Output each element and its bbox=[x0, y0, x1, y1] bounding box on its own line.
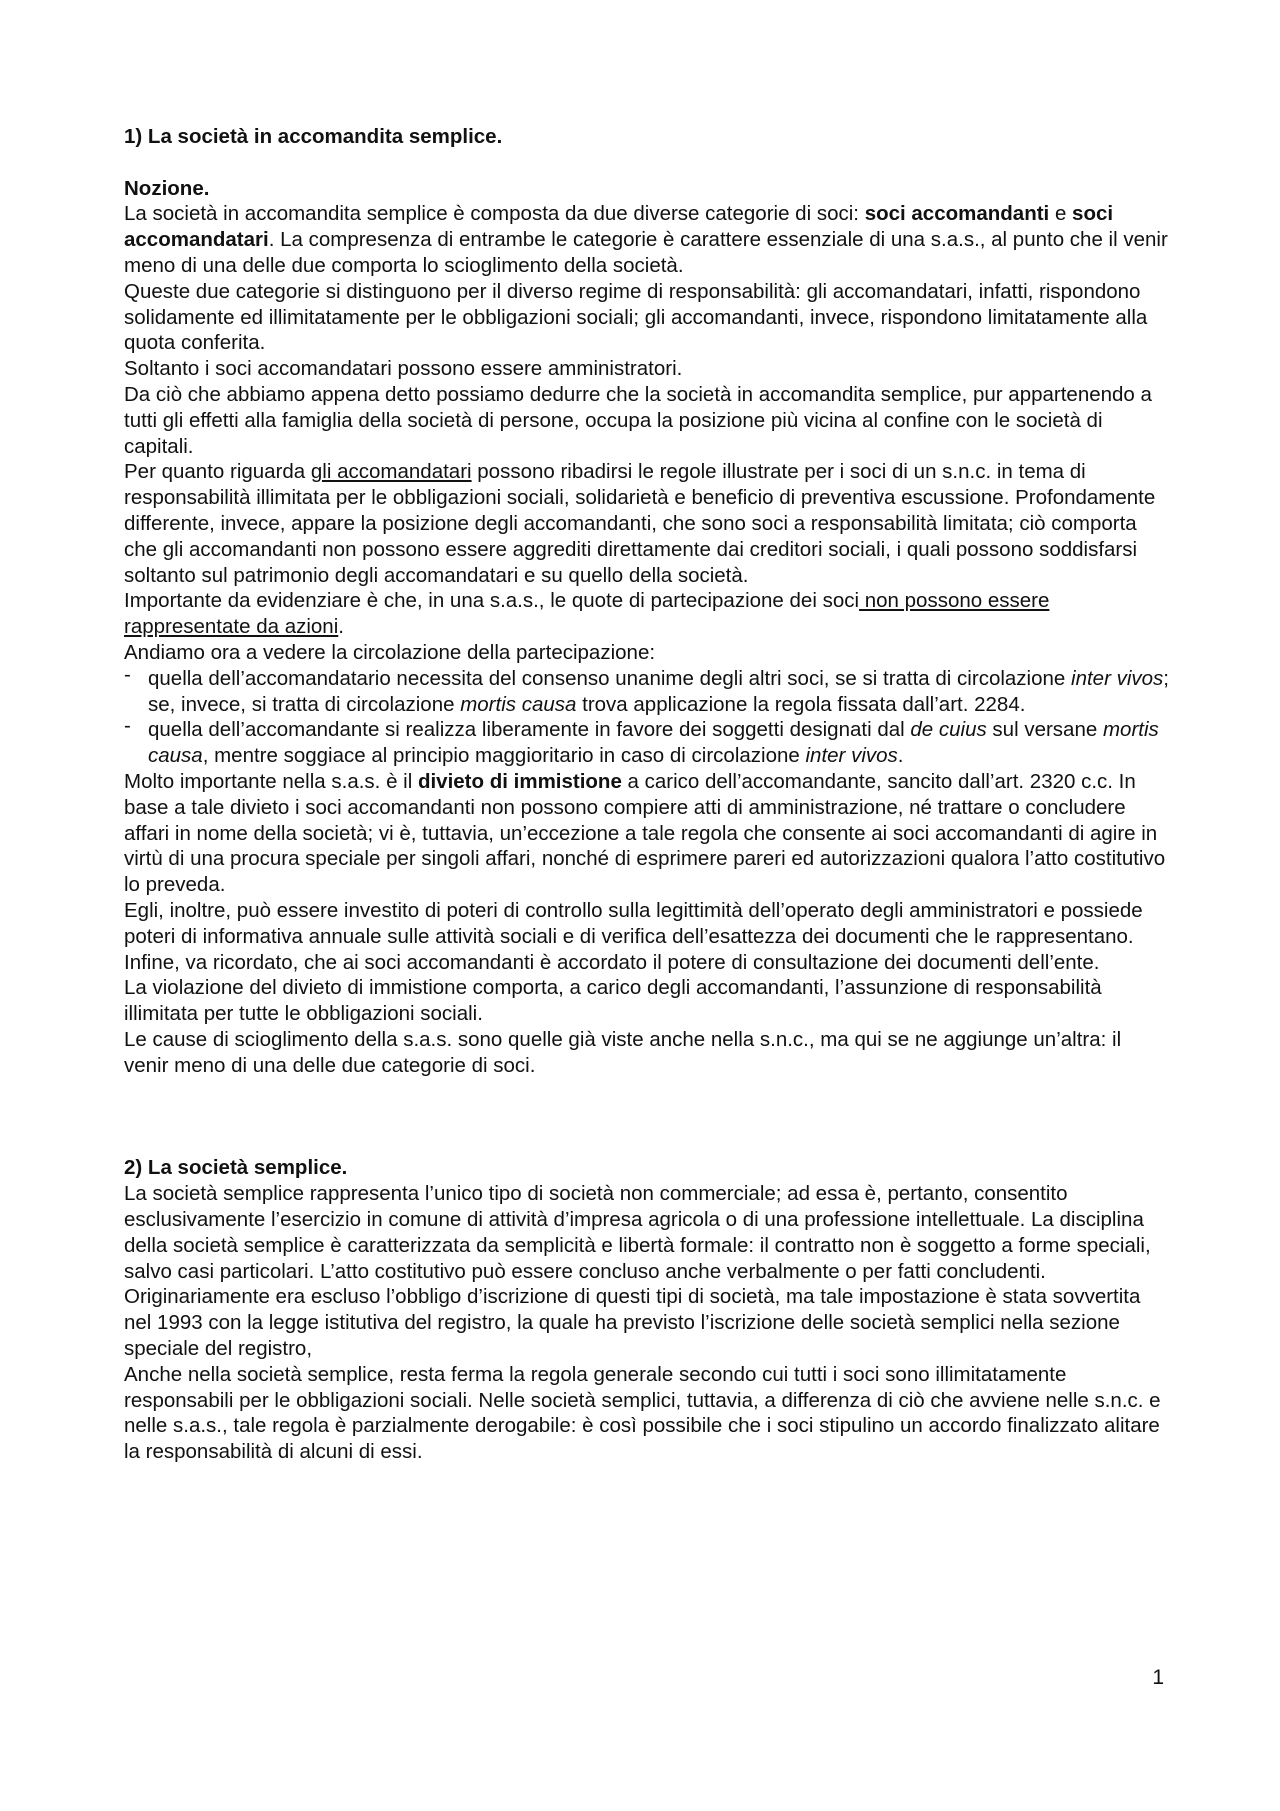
spacer bbox=[124, 1078, 1170, 1155]
paragraph-14: Anche nella società semplice, resta ferma la regola generale secondo cui tutti i soci sono illimitatamente responsabili per le obbligazioni sociali. Nelle società semplici, tuttavia, a differenza di ciò che avviene nelle s.n.c. e nelle s.a.s., tale regola è parzialmente derogabile: è così possibile che i soci stipulino un accordo finalizzato alitare la responsabilità di alcuni di essi. bbox=[124, 1362, 1161, 1464]
underlined-phrase-azioni: non possono essere rappresentate da azioni bbox=[124, 589, 1050, 639]
paragraph-3: Soltanto i soci accomandatari possono essere amministratori. bbox=[124, 357, 683, 381]
paragraph-8 bbox=[124, 769, 1170, 898]
section-1-subtitle: Nozione. bbox=[124, 176, 210, 200]
italic-term: inter vivos bbox=[805, 744, 898, 768]
dash-bullet: - bbox=[124, 714, 131, 738]
paragraph-12: La società semplice rappresenta l’unico tipo di società non commerciale; ad essa è, pertanto, consentito esclusivamente l’esercizio in comune di attività d’impresa agricola o di una professione intellettuale. La disciplina della società semplice è caratterizzata da semplicità e libertà formale: il contratto non è soggetto a forme speciali, salvo casi particolari. L’atto costitutivo può essere concluso anche verbalmente o per fatti concludenti. bbox=[124, 1182, 1151, 1283]
paragraph-6 bbox=[124, 588, 1170, 640]
paragraph-7: Andiamo ora a vedere la circolazione della partecipazione: bbox=[124, 640, 656, 664]
circolazione-list bbox=[124, 662, 1170, 769]
italic-term: de cuius bbox=[910, 718, 987, 742]
section-2-title: 2) La società semplice. bbox=[124, 1156, 348, 1180]
document-body bbox=[124, 124, 1170, 1465]
text-run: ; se, invece, si tratta di circolazione bbox=[148, 666, 1169, 716]
text-run: Molto importante nella s.a.s. è il bbox=[124, 769, 418, 793]
text-run: possono ribadirsi le regole illustrate per i soci di un s.n.c. in tema di responsabilità illimitata per le obbligazioni sociali, solidarietà e beneficio di preventiva escussione. Profondamente differente, invece, appare la posizione degli accomandanti, che sono soci a responsabilità limitata; ciò comporta che gli accomandanti non possono essere aggrediti direttamente dai creditori sociali, i quali possono soddisfarsi soltanto sul patrimonio degli accomandatari e su quello della società. bbox=[124, 460, 1156, 587]
list-item bbox=[124, 662, 1170, 718]
spacer bbox=[124, 150, 1170, 176]
text-run: Importante da evidenziare è che, in una s.a.s., le quote di partecipazione dei soci bbox=[124, 589, 860, 613]
dash-bullet: - bbox=[124, 662, 131, 686]
text-run: e bbox=[1049, 202, 1073, 226]
paragraph-4: Da ciò che abbiamo appena detto possiamo dedurre che la società in accomandita semplice, pur appartenendo a tutti gli effetti alla famiglia della società di persone, occupa la posizione più vicina al confine con le società di capitali. bbox=[124, 382, 1152, 458]
text-run: . bbox=[897, 744, 904, 768]
paragraph-2: Queste due categorie si distinguono per il diverso regime di responsabilità: gli accomandatari, infatti, rispondono solidamente ed illimitatamente per le obbligazioni sociali; gli accomandanti, invece, rispondono limitatamente alla quota conferita. bbox=[124, 279, 1148, 355]
text-run: . La compresenza di entrambe le categorie è carattere essenziale di una s.a.s., al punto che il venir meno di una delle due comporta lo scioglimento della società. bbox=[124, 228, 1168, 277]
paragraph-11: Le cause di scioglimento della s.a.s. sono quelle già viste anche nella s.n.c., ma qui se ne aggiunge un’altra: il venir meno di una delle due categorie di soci. bbox=[124, 1027, 1122, 1077]
bold-term-soci-accomandatari: soci accomandatari bbox=[124, 202, 1114, 252]
italic-term: mortis causa bbox=[148, 718, 1159, 768]
italic-term: mortis causa bbox=[460, 692, 577, 716]
paragraph-5 bbox=[124, 459, 1170, 588]
text-run: La società in accomandita semplice è composta da due diverse categorie di soci: bbox=[124, 202, 865, 226]
text-run: sul versane bbox=[986, 718, 1103, 742]
text-run: . bbox=[338, 615, 344, 639]
underlined-term-accomandatari: gli accomandatari bbox=[310, 460, 472, 484]
text-run: , mentre soggiace al principio maggioritario in caso di circolazione bbox=[202, 744, 806, 768]
bold-term-divieto-di-immistione: divieto di immistione bbox=[417, 769, 622, 793]
paragraph-9: Egli, inoltre, può essere investito di poteri di controllo sulla legittimità dell’operato degli amministratori e possiede poteri di informativa annuale sulle attività sociali e di verifica dell’esattezza dei documenti che le rappresentano. Infine, va ricordato, che ai soci accomandanti è accordato il potere di consultazione dei documenti dell’ente. bbox=[124, 898, 1143, 974]
page-number: 1 bbox=[1152, 1666, 1164, 1689]
text-run: trova applicazione la regola fissata dall’art. 2284. bbox=[576, 692, 1026, 716]
text-run: quella dell’accomandante si realizza liberamente in favore dei soggetti designati dal bbox=[148, 718, 911, 742]
section-1-title: 1) La società in accomandita semplice. bbox=[124, 125, 503, 148]
italic-term: inter vivos bbox=[1071, 666, 1164, 690]
text-run: a carico dell’accomandante, sancito dall’art. 2320 c.c. In base a tale divieto i soci accomandanti non possono compiere atti di amministrazione, né trattare o concludere affari in nome della società; vi è, tuttavia, un’eccezione a tale regola che consente ai soci accomandanti di agire in virtù di una procura speciale per singoli affari, nonché di esprimere pareri ed autorizzazioni qualora l’atto costitutivo lo preveda. bbox=[124, 769, 1166, 897]
text-run: quella dell’accomandatario necessita del consenso unanime degli altri soci, se si tratta di circolazione bbox=[148, 666, 1072, 690]
paragraph-13: Originariamente era escluso l’obbligo d’iscrizione di questi tipi di società, ma tale impostazione è stata sovvertita nel 1993 con la legge istitutiva del registro, la quale ha previsto l’iscrizione delle società semplici nella sezione speciale del registro, bbox=[124, 1285, 1141, 1361]
bold-term-soci-accomandanti: soci accomandanti bbox=[864, 202, 1050, 226]
list-item bbox=[124, 714, 1170, 769]
paragraph-10: La violazione del divieto di immistione comporta, a carico degli accomandanti, l’assunzione di responsabilità illimitata per tutte le obbligazioni sociali. bbox=[124, 976, 1102, 1026]
paragraph-1 bbox=[124, 201, 1170, 278]
text-run: Per quanto riguarda bbox=[124, 460, 311, 484]
